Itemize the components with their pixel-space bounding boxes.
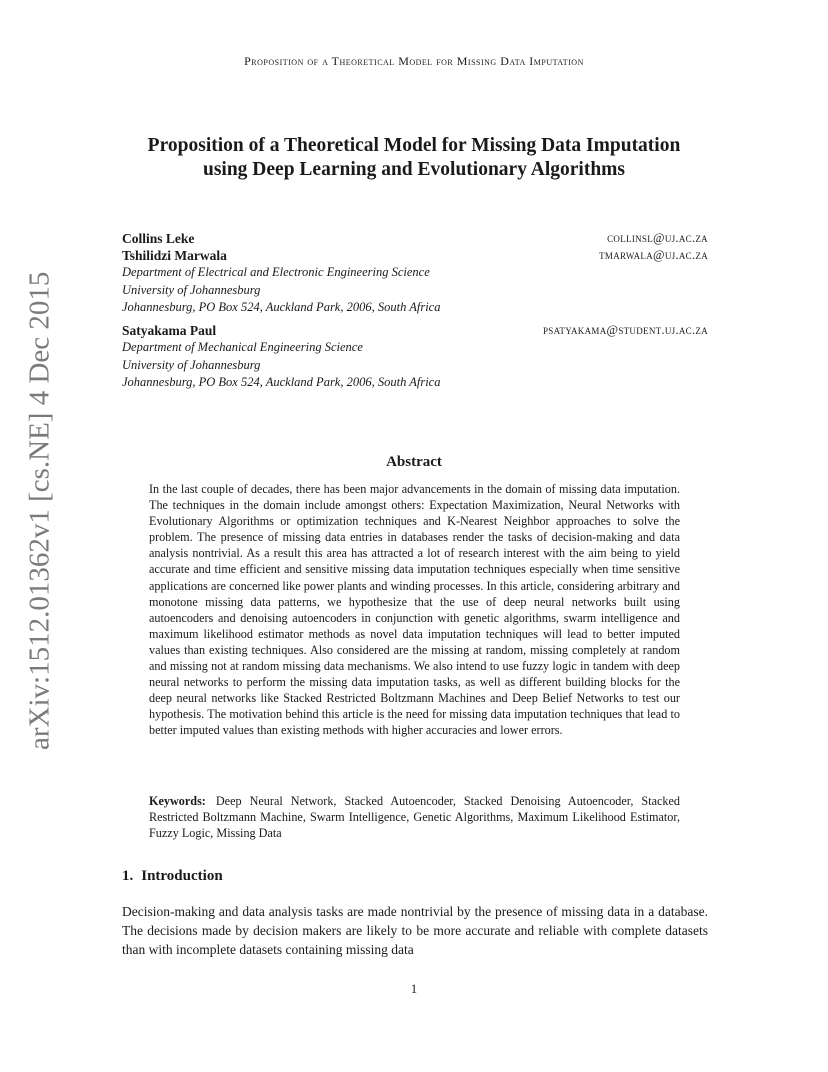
affiliation-address: Johannesburg, PO Box 524, Auckland Park, 2006, South Africa bbox=[122, 300, 441, 314]
arxiv-stamp[interactable]: arXiv:1512.01362v1 [cs.NE] 4 Dec 2015 bbox=[23, 271, 56, 750]
author-name: Collins Leke bbox=[122, 231, 195, 246]
affiliation-department: Department of Electrical and Electronic Engineering Science bbox=[122, 265, 430, 279]
author-group-2 bbox=[122, 322, 708, 392]
introduction-text: Decision-making and data analysis tasks are made nontrivial by the presence of missing data in a database. The decisions made by decision makers are likely to be more accurate and reliable with complete datasets than with incomplete datasets containing missing data bbox=[122, 904, 708, 957]
author-name: Tshilidzi Marwala bbox=[122, 248, 227, 263]
keywords-label: Keywords: bbox=[149, 794, 206, 808]
section-title: Introduction bbox=[141, 868, 223, 884]
section-heading-introduction bbox=[122, 868, 223, 885]
keywords bbox=[149, 793, 680, 841]
running-head: Proposition of a Theoretical Model for Missing Data Imputation bbox=[244, 54, 584, 68]
page-number: 1 bbox=[410, 982, 418, 996]
paper-title: Proposition of a Theoretical Model for Missing Data Imputation using Deep Learning and Evolutionary Algorithms bbox=[147, 135, 681, 180]
section-number: 1. bbox=[122, 868, 134, 884]
author-email[interactable]: psatyakama@student.uj.ac.za bbox=[543, 323, 708, 337]
author-row bbox=[122, 230, 708, 247]
author-email[interactable]: collinsl@uj.ac.za bbox=[607, 231, 708, 245]
author-row bbox=[122, 322, 708, 339]
abstract-heading: Abstract bbox=[386, 454, 442, 470]
keywords-text: Deep Neural Network, Stacked Autoencoder, Stacked Denoising Autoencoder, Stacked Restricted Boltzmann Machine, Swarm Intelligence, Genetic Algorithms, Maximum Likelihood Estimator, Fuzzy Logic, Missing Data bbox=[149, 794, 680, 841]
affiliation-university: University of Johannesburg bbox=[122, 357, 261, 372]
affiliation-department: Department of Mechanical Engineering Science bbox=[122, 340, 363, 354]
abstract-text: In the last couple of decades, there has been major advancements in the domain of missing data imputation. The techniques in the domain include amongst others: Expectation Maximization, Neural Networks with Evolutionary Algorithms or optimization techniques and K-Nearest Neighbor approaches to solve the problem. The presence of missing data entries in databases render the tasks of decision-making and data analysis nontrivial. As a result this area has attracted a lot of research interest with the aim being to yield accurate and time efficient and sensitive missing data imputation techniques especially when time sensitive applications are concerned like power plants and winding processes. In this article, considering arbitrary and monotone missing data patterns, we hypothesize that the use of deep neural networks built using autoencoders and denoising autoencoders in conjunction with genetic algorithms, swarm intelligence and maximum likelihood estimator methods as novel data imputation techniques will lead to better imputed values than existing techniques. Also considered are the missing at random, missing completely at random and missing not at random missing data mechanisms. We also intend to use fuzzy logic in tandem with deep neural networks to perform the missing data imputation tasks, as well as different building blocks for the deep neural networks like Stacked Restricted Boltzmann Machines and Deep Belief Networks to test our hypothesis. The motivation behind this article is the need for missing data imputation techniques that lead to better imputed values than existing methods with higher accuracies and lower errors. bbox=[149, 482, 680, 738]
author-email[interactable]: tmarwala@uj.ac.za bbox=[599, 248, 708, 262]
affiliation-address: Johannesburg, PO Box 524, Auckland Park, 2006, South Africa bbox=[122, 375, 441, 389]
author-row bbox=[122, 247, 708, 264]
affiliation-university: University of Johannesburg bbox=[122, 282, 261, 297]
author-name: Satyakama Paul bbox=[122, 323, 217, 338]
author-group-1 bbox=[122, 230, 708, 317]
